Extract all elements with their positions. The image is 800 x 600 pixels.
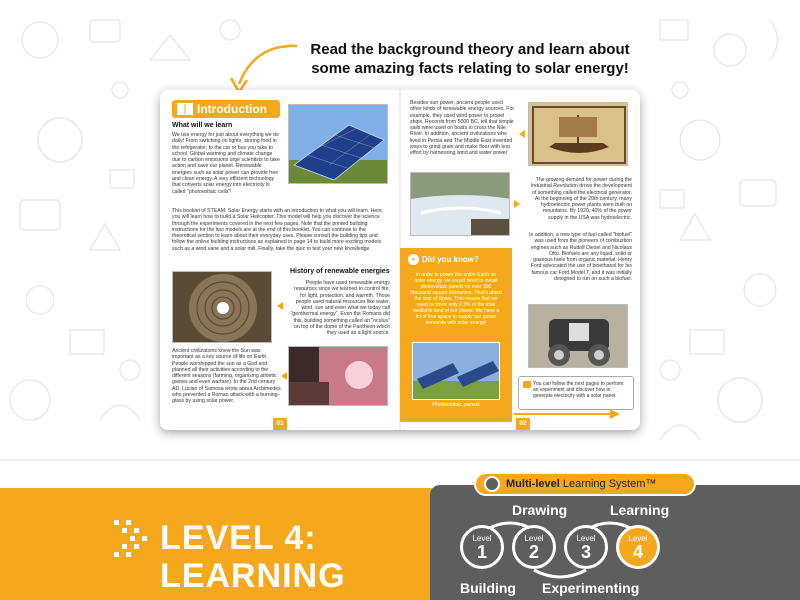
booklet-intro-text: This booklet of STEAM: Solar Energy starts with an introduction to what you will learn. Here, you will learn how to build a Solar Helicopter. This model will help you discover the science through the experiments covered in the next few pages. Note that the printed building instructions for the two models are at the end of this booklet. You can continue to the theoretical section to learn about their everyday uses. Please consult the building tips and follow the online building instructions as explained in page 14 to build more exciting models such as a wind vane and a solar mill. Finally, take the quiz to test your new knowledge. <box>172 208 384 252</box>
curved-arrow-icon <box>225 38 305 98</box>
did-you-know-body: In order to power the entire Earth on solar energy, we would need to install photovoltaic panels on over 300 thousand square kilometers. That's about the size of Spain. This means that we need to cover only 0.3% of the total available land of our planet! We have a lot of free space to supply our power demands with solar energy! <box>410 272 502 326</box>
what-will-we-learn-text: We use energy for just about everything we do daily! From switching on lights, storing food in the refrigerator, to the car or bus you take to school. Global warming and climate change due to carbon emissions urge scientists to take action and save our planet. Renewable energies such as solar power can provide free and clean energy. A very efficient technology that converts solar energy into electricity is called "photovoltaic cells"! <box>172 132 280 195</box>
book-icon <box>177 103 193 115</box>
label-building: Building <box>460 580 516 596</box>
orange-arrow-left-icon <box>281 372 287 380</box>
what-will-we-learn-title: What will we learn <box>172 122 233 129</box>
orange-arrow-right-icon <box>514 200 520 208</box>
badge-rest-text: Learning System™ <box>559 478 657 490</box>
did-you-know-heading: Did you know? <box>422 255 479 264</box>
sun-power-text: Besides sun power, ancient people used other kinds of renewable energy sources. For example, they used wind power to propel ships. Records from 5000 BC, tell that simple sails were used on boats to cross the Nile River. In addition, ancient civilizations who lived in Persia and The Middle East invented ways to grind grain and make flour with less effort by harnessing wind and water power. <box>410 100 515 157</box>
booklet-preview <box>160 90 640 430</box>
booklet-page-right <box>400 90 640 430</box>
solar-panel-photo <box>288 104 388 184</box>
chevron-arrows-icon <box>112 518 152 558</box>
page-number-02: 02 <box>516 418 530 430</box>
industrial-revolution-text: The growing demand for power during the Industrial Revolution drove the development of something called the electrical generator. At the beginning of the 20th century, many hydroelectric power plants were built on mountains. By 1920, 40% of the power supply in the USA was hydroelectric. <box>530 177 632 221</box>
hand-pointer-icon <box>523 381 531 388</box>
lightbulb-icon: • <box>408 254 419 265</box>
booklet-page-left <box>160 90 400 430</box>
level-title-line2: LEARNING <box>160 557 346 595</box>
biofuel-text: In addition, a new type of fuel called "biofuel" was used from the pioneers of combustion engines such as Rudolf Diesel and Nicolaus Otto. Biofuels are any liquid, solid or gaseous fuels from organic material. Henry Ford advocated the use of bioethanol for his famous car Ford Model T, and it was initially designed to run on such a biofuel. <box>529 232 632 283</box>
ancient-ship-photo <box>528 102 628 166</box>
badge-bold-text: Multi-level <box>506 478 560 490</box>
sunlight-hand-photo <box>288 346 388 406</box>
level-4-circle: Level 4 <box>616 525 660 569</box>
level-1-circle: Level 1 <box>460 525 504 569</box>
level-title <box>160 519 346 595</box>
ford-model-t-photo <box>528 304 628 368</box>
label-learning: Learning <box>610 502 670 518</box>
did-you-know-panel <box>400 248 512 422</box>
level-title-line1: LEVEL 4: <box>160 519 317 557</box>
next-pages-note-text: You can follow the next pages to perform an experiment and discover how to generate electricity with a solar panel. <box>533 381 624 399</box>
orange-arrow-left-icon <box>277 302 283 310</box>
brain-gear-icon <box>484 476 500 492</box>
ancient-civilizations-text: Ancient civilizations knew the Sun was important as a key source of life on Earth. People worshipped the sun as a God and planned all their activities according to the different seasons (farming, organising athletic games and even warfare). In the 2nd century AD, Lucian of Samosa wrote about Archimedes who prevented a Roman attack with a burning-glass by using solar power. <box>172 348 281 405</box>
photovoltaic-panels-photo <box>412 342 500 400</box>
history-text: People have used renewable energy resources since we learned to control fire, for light, protection, and warmth. Those people used natural resources like water, wind, sun and even what we today call "geothermal energy". Even the Romans did this, building something called an "oculus" on top of the dome of the Pantheon which they used as a light source. <box>290 280 390 337</box>
label-experimenting: Experimenting <box>542 580 640 596</box>
photo-caption: Photovoltaic panels <box>432 402 480 408</box>
history-title: History of renewable energies <box>290 268 390 275</box>
pantheon-dome-photo <box>172 271 272 343</box>
orange-arrow-left-icon <box>519 130 525 138</box>
multi-level-learning-badge <box>474 472 696 496</box>
level-3-circle: Level 3 <box>564 525 608 569</box>
introduction-badge <box>172 100 280 118</box>
level-2-circle: Level 2 <box>512 525 556 569</box>
headline: Read the background theory and learn about some amazing facts relating to solar energy! <box>310 41 630 77</box>
label-drawing: Drawing <box>512 502 568 518</box>
hydroelectric-dam-photo <box>410 172 510 236</box>
next-pages-note <box>518 376 634 410</box>
introduction-title: Introduction <box>197 102 267 116</box>
page-number-01: 01 <box>273 418 287 430</box>
